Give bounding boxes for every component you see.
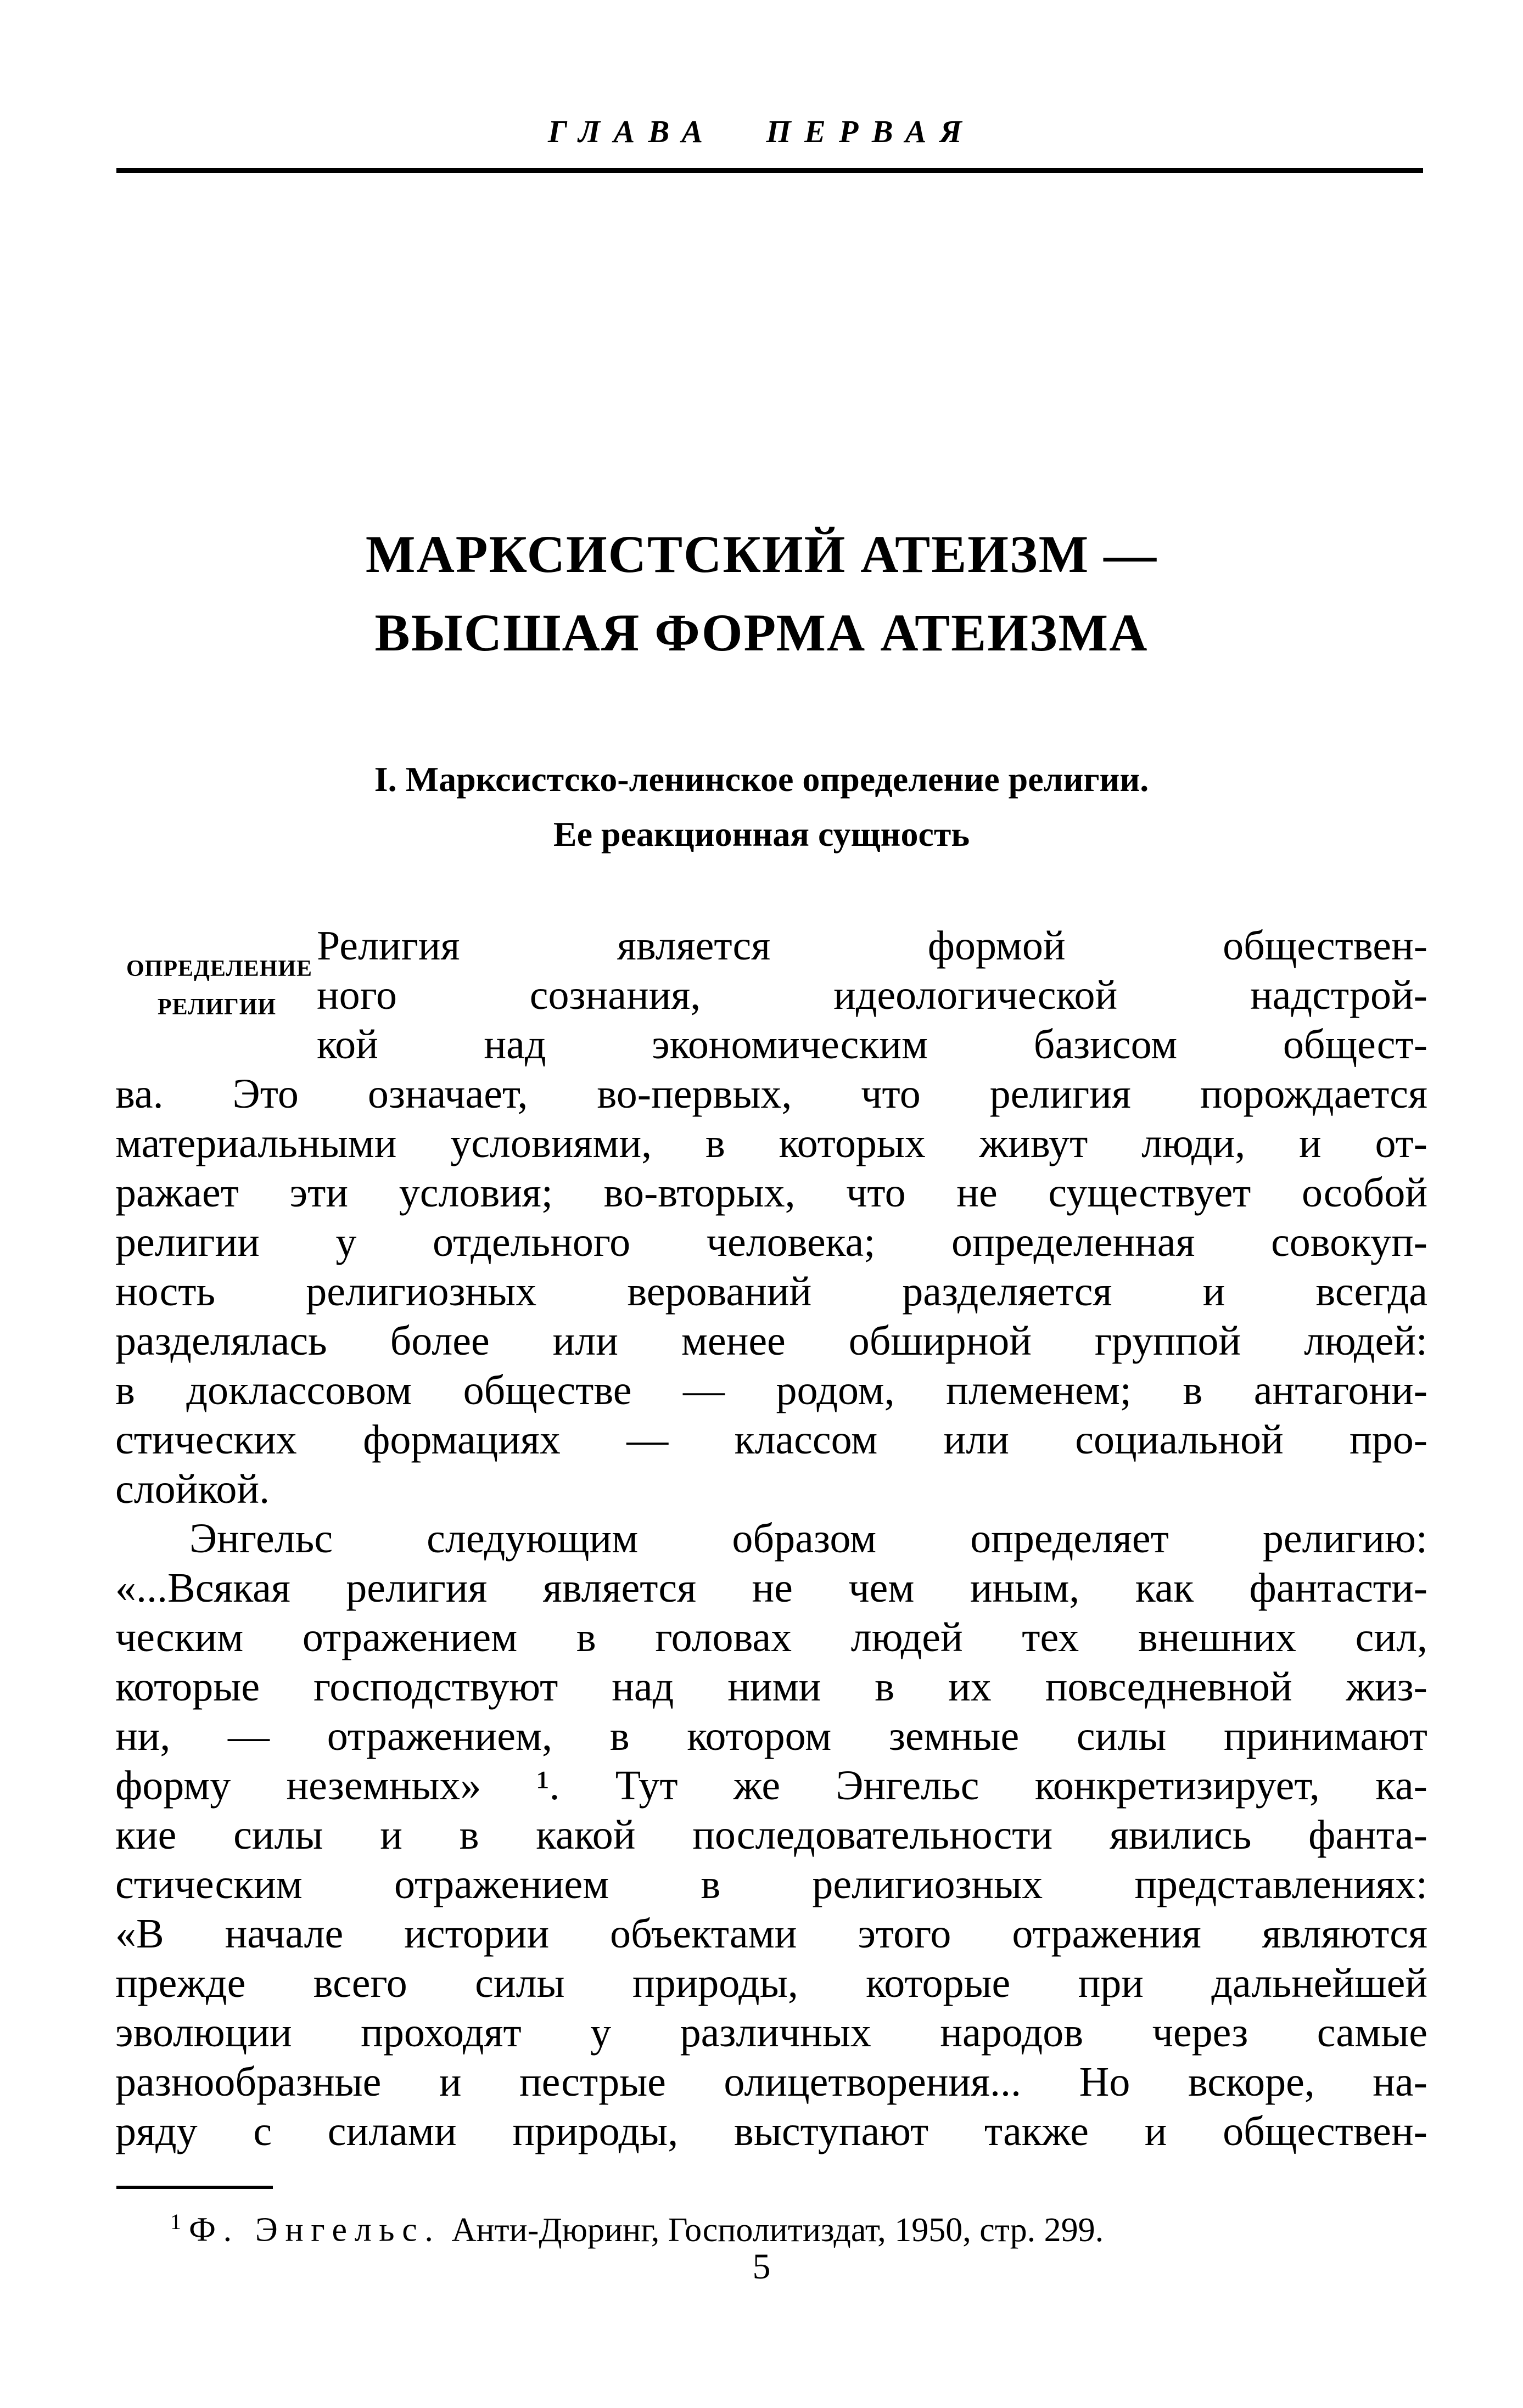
body-text: [115, 921, 1427, 2156]
body-line: в доклассовом обществе — родом, племенем; в антагони-: [115, 1367, 1427, 1413]
paragraph-2: [115, 1514, 1427, 2156]
body-line: слойкой.: [115, 1466, 270, 1512]
body-line: ва. Это означает, во-первых, что религия порождается: [115, 1071, 1427, 1117]
section-heading: [0, 752, 1523, 862]
body-line: ни, — отражением, в котором земные силы принимают: [115, 1713, 1427, 1759]
section-heading-line-1: I. Марксистско-ленинское определение религии.: [374, 760, 1149, 799]
body-line: стическим отражением в религиозных представлениях:: [115, 1861, 1427, 1907]
body-line: ческим отражением в головах людей тех внешних сил,: [115, 1614, 1427, 1660]
body-line: ного сознания, идеологической надстрой-: [317, 972, 1427, 1018]
body-line: форму неземных» ¹. Тут же Энгельс конкретизирует, ка-: [115, 1763, 1427, 1809]
margin-heading-line-1: ОПРЕДЕЛЕНИЕ: [126, 956, 313, 981]
footnote-marker: 1: [170, 2209, 181, 2234]
margin-heading-line-2: РЕЛИГИИ: [157, 995, 277, 1020]
body-line: ражает эти условия; во-вторых, что не существует особой: [115, 1170, 1427, 1216]
body-line: разнообразные и пестрые олицетворения... Но вскоре, на-: [115, 2059, 1427, 2105]
body-line: прежде всего силы природы, которые при дальнейшей: [115, 1960, 1427, 2006]
chapter-title: [0, 515, 1523, 672]
footnote-rule: [116, 2186, 273, 2189]
chapter-title-line-2: ВЫСШАЯ ФОРМА АТЕИЗМА: [374, 603, 1149, 662]
body-line: кие силы и в какой последовательности явились фанта-: [115, 1812, 1427, 1858]
body-line: кой над экономическим базисом общест-: [317, 1021, 1427, 1068]
header-rule: [116, 168, 1423, 173]
body-line: религии у отдельного человека; определенная совокуп-: [115, 1219, 1427, 1265]
body-line: Религия является формой обществен-: [317, 923, 1427, 969]
body-line: «...Всякая религия является не чем иным, как фантасти-: [115, 1565, 1427, 1611]
body-line: ность религиозных верований разделяется и всегда: [115, 1268, 1427, 1315]
body-line: Энгельс следующим образом определяет религию:: [189, 1515, 1427, 1562]
body-line: которые господствуют над ними в их повседневной жиз-: [115, 1664, 1427, 1710]
margin-heading: [126, 950, 313, 1026]
body-line: материальными условиями, в которых живут люди, и от-: [115, 1120, 1427, 1166]
body-line: ряду с силами природы, выступают также и обществен-: [115, 2108, 1427, 2154]
footnote: [115, 2200, 1427, 2252]
body-line: эволюции проходят у различных народов через самые: [115, 2010, 1427, 2056]
paragraph-1: [115, 921, 1427, 1514]
footnote-author: Ф. Энгельс.: [189, 2211, 441, 2249]
footnote-source: Анти-Дюринг, Госполитиздат, 1950, стр. 299.: [451, 2211, 1104, 2249]
chapter-title-line-1: МАРКСИСТСКИЙ АТЕИЗМ —: [365, 525, 1158, 583]
page-number: 5: [752, 2247, 771, 2287]
body-line: стических формациях — классом или социальной про-: [115, 1417, 1427, 1463]
section-heading-line-2: Ее реакционная сущность: [553, 815, 970, 854]
body-line: «В начале истории объектами этого отражения являются: [115, 1911, 1427, 1957]
running-header: ГЛАВА ПЕРВАЯ: [547, 114, 976, 149]
body-line: разделялась более или менее обширной группой людей:: [115, 1318, 1427, 1364]
